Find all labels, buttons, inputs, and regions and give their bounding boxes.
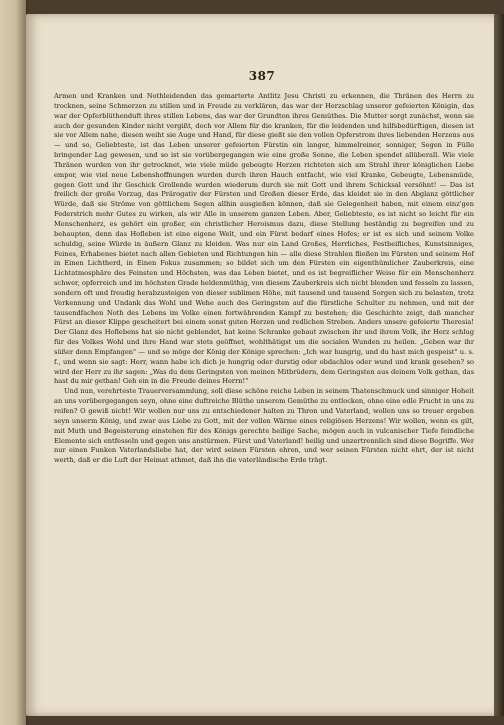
book-page [26,14,498,716]
paragraph: Und nun, verehrteste Trauerversammlung, soll diese schöne reiche Leben in seinem Thatenschmuck und sinniger Hoheit an uns vorübergegangen seyn, ohne eine duftreiche Blüthe unserem Gemüthe zu entlocken, ohne eine edle Frucht in uns zu reifen? O gewiß nicht! Wir wollen nur uns zu entschiedener halten zu Thron und Vaterland, wollen uns so treuer ergeben seyn unserm König, und zwar aus Liebe zu Gott, mit der vollen Wärme eines religiösen Herzens! Wir wollen, wenn es gilt, mit Muth und Begeisterung einstehen für des Königs gerechte heilige Sache, mögen auch in vulcanischer Tiefe feindliche Elemente sich entfesseln und gegen uns anstürmen. Fürst und Vaterland! heilig und unzertrennlich sind diese Begriffe. Wer nur einen Funken Vaterlandsliebe hat, der wird seinen Fürsten ehren, und wer seinen Fürsten nicht ehrt, der ist nicht werth, daß er die Luft der Heimat athmet, daß ihn die vaterländische Erde trägt. [54,387,474,465]
previous-page-edge [0,0,26,725]
page-edge-shadow [494,14,504,716]
paragraph: Armen und Kranken und Nothleidenden das gemarterte Antlitz Jesu Christi zu erkennen, die Thränen des Herrn zu trocknen, seine Schmerzen zu stillen und in Freude zu verklären, das war der Herzschlag unserer gefeierten Königin, das war der Opferblüthenduft ihres stillen Lebens, das war der Grundton ihres Gemüthes. Die Mutter sorgt zunächst, wenn sie auch der gesunden Kinder nicht vergißt, doch vor Allem für die kranken, für die leidenden und hilfsbedürftigen, diesen ist sie vor Allem nahe, diesen weiht sie Auge und Hand, für diese gießt sie den vollen Opferstrom ihres liebenden Herzens aus — und so, Geliebteste, ist das Leben unserer gefeierten Fürstin ein langer, himmelreiner, sonniger, Segen in Fülle bringender Lag gewesen, und so ist sie vorübergegangen wie eine große Sonne, die Leben spendet allüberall. Wie viele Thränen wurden von ihr getrocknet, wie viele müde gebeugte Herzen richteten sich am Strahl ihrer königlichen Liebe empor, wie viel neue Lebenshoffnungen wurden durch ihren Hauch entfacht, wie viel Kranke, Gebeugte, Lebensmüde, gegen Gott und ihr Geschick Grollende wurden wiederum durch sie mit Gott und ihrem Schicksal versöhnt! — Das ist freilich der große Vorzug, das Prärogativ der Fürsten und Großen dieser Erde, das kleidet sie in den Abglanz göttlicher Würde, daß sie Ströme von göttlichem Segen allhin ausgießen können, daß sie Gelegenheit haben, mit einem einz'gen Federstrich mehr Gutes zu wirken, als wir Alle in unserem ganzen Leben. Aber, Geliebteste, es ist nicht so leicht für ein Menschenherz, es gehört ein großer, ein christlicher Heroismus dazu, diese Stellung beständig zu begreifen und zu behaupten, denn das Hofleben ist eine eigene Welt, und ein Fürst bedarf eines Hofes; er ist es sich und seinem Volke schuldig, seine Würde in äußern Glanz zu kleiden. Was nur ein Land Großes, Herrliches, Festbeifliches, Kunstsinniges, Feines, Erhabenes bietet nach allen Gebieten und Richtungen hin — alle diese Strahlen fließen im Fürsten und seinem Hof in Einen Lichtherd, in Einen Fokus zusammen; so bildet sich um den Fürsten ein eigenthümlicher Zauberkreis, eine Lichtatmosphäre des Feinsten und Höchsten, was das Leben bietet, und es ist begreiflicher Weise für ein Menschenherz schwer, opferreich und im höchsten Grade heldenmüthig, von diesem Zauberkreis sich nicht blenden und fesseln zu lassen, sondern oft und freudig herabzusteigen von dieser sublimen Höhe, mit tausend und tausend Sorgen sich zu belasten, trotz Verkennung und Undank das Wohl und Wehe auch des Geringsten auf die fürstliche Schulter zu nehmen, und mit der tausendfachen Noth des Lebens im Volke einen fortwährenden Kampf zu bestehen; die Geschichte zeigt, daß mancher Fürst an dieser Klippe gescheitert bei einem sonst guten Herzen und redlichen Streben. Anders unsere gefeierte Theresia! Der Glanz des Hoflebens hat sie nicht geblendet, hat keine Schranke gebaut zwischen ihr und ihrem Volk, ihr Herz schlug für des Volkes Wohl und ihre Hand war stets geöffnet, wohlthätigst um die socialen Wunden zu heilen. „Geben war ihr süßer denn Empfangen" — und so möge der König der Könige sprechen: „Ich war hungrig, und du hast mich gespeist" u. s. f., und wenn sie sagt: Herr, wann habe ich dich je hungrig oder durstig oder obdachlos oder wund und krank gesehen? so wird der Herr zu ihr sagen: „Was du dem Geringsten von meinen Mitbrüdern, dem Geringsten aus deinem Volk gethan, das hast du mir gethan! Geh ein in die Freude deines Herrn!" [54,92,474,386]
page-number: 387 [248,69,276,83]
page-body [54,92,474,466]
